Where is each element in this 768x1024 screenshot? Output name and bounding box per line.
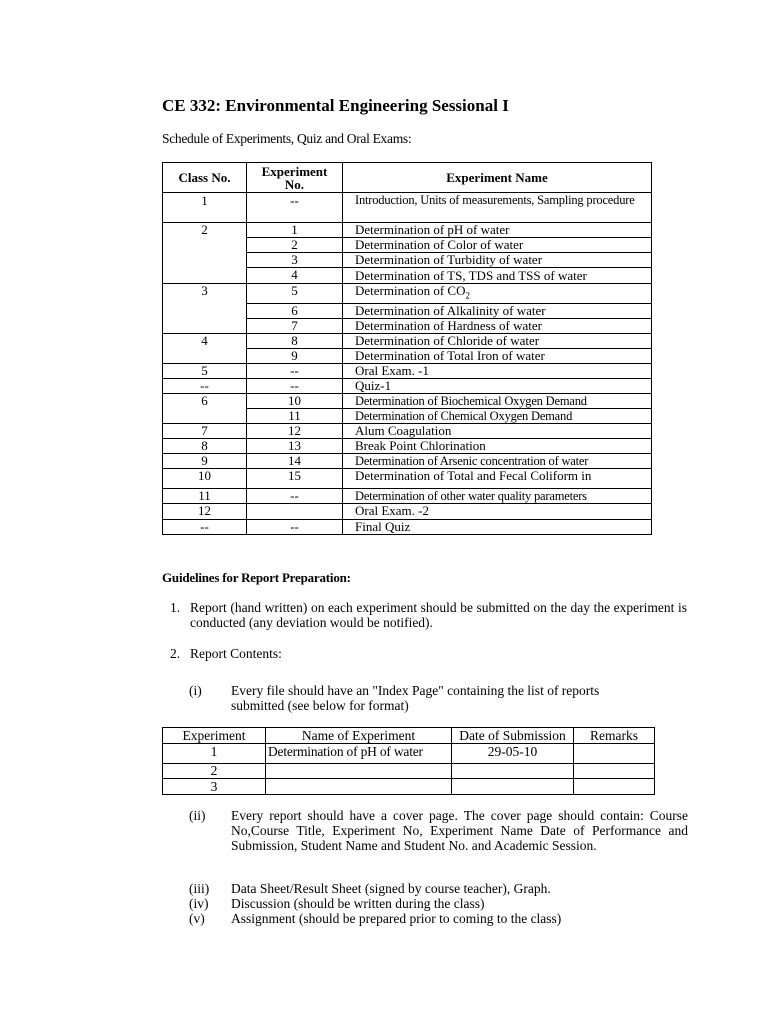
- experiment-name: Determination of Chloride of water: [343, 333, 652, 348]
- experiment-name: Determination of CO: [355, 283, 466, 298]
- experiment-no: 6: [247, 303, 343, 318]
- class-no: 7: [163, 423, 247, 438]
- sub-item-v: Assignment (should be prepared prior to coming to the class): [231, 911, 562, 926]
- experiment-no: --: [247, 488, 343, 503]
- index-experiment-no: 3: [163, 779, 266, 795]
- index-header-date: Date of Submission: [452, 728, 574, 744]
- guidelines-heading: Guidelines for Report Preparation:: [162, 570, 351, 585]
- experiment-no: --: [247, 519, 343, 534]
- schedule-table: [162, 162, 652, 535]
- index-date: [452, 764, 574, 779]
- class-no: 12: [163, 503, 247, 519]
- experiment-name: Determination of Turbidity of water: [343, 253, 652, 268]
- table-row: [163, 223, 652, 238]
- sub-item-ii: Every report should have a cover page. The cover page should contain: Course No,Course Title, Experiment No, Experiment Name Date of Performance and Submission, Student Name and Student No. and Academic Session.: [231, 808, 688, 853]
- experiment-no: --: [247, 378, 343, 393]
- experiment-name: Oral Exam. -1: [343, 363, 652, 378]
- experiment-no: 2: [247, 238, 343, 253]
- experiment-no: 4: [247, 268, 343, 284]
- table-row: [163, 378, 652, 393]
- guideline-item-1: Report (hand written) on each experiment should be submitted on the day the experiment is conducted (any deviation would be notified).: [190, 600, 687, 630]
- experiment-name: Determination of Color of water: [343, 238, 652, 253]
- table-row: [163, 453, 652, 468]
- table-row: [163, 764, 655, 779]
- experiment-no: [247, 503, 343, 519]
- class-no: 5: [163, 363, 247, 378]
- experiment-no: 1: [247, 223, 343, 238]
- sub-item-i: Every file should have an "Index Page" containing the list of reports submitted (see below for format): [231, 683, 600, 713]
- class-no: 6: [163, 393, 247, 423]
- experiment-no: 5: [247, 284, 343, 304]
- class-no: 11: [163, 488, 247, 503]
- experiment-no: 14: [247, 453, 343, 468]
- table-row: [163, 284, 652, 304]
- class-no: --: [163, 519, 247, 534]
- index-experiment-name: Determination of pH of water: [266, 744, 452, 764]
- experiment-no: 11: [247, 408, 343, 423]
- table-row: [163, 468, 652, 488]
- sub-item-number: (ii): [189, 808, 206, 823]
- experiment-no: 10: [247, 393, 343, 408]
- experiment-name: Determination of pH of water: [343, 223, 652, 238]
- list-number: 2.: [170, 646, 181, 661]
- table-row: [163, 488, 652, 503]
- header-experiment-name: Experiment Name: [343, 163, 652, 193]
- experiment-name: Introduction, Units of measurements, Sampling procedure: [343, 193, 652, 223]
- table-row: [163, 423, 652, 438]
- index-date: 29-05-10: [452, 744, 574, 764]
- table-row: [163, 193, 652, 223]
- table-row: [163, 519, 652, 534]
- index-experiment-no: 1: [163, 744, 266, 764]
- index-header-experiment: Experiment: [163, 728, 266, 744]
- index-header-name: Name of Experiment: [266, 728, 452, 744]
- experiment-name: Break Point Chlorination: [343, 438, 652, 453]
- experiment-no: --: [247, 193, 343, 223]
- index-header-remarks: Remarks: [574, 728, 655, 744]
- experiment-name: Determination of Total Iron of water: [343, 348, 652, 363]
- class-no: 3: [163, 284, 247, 334]
- guideline-item-2: Report Contents:: [190, 646, 282, 661]
- index-experiment-no: 2: [163, 764, 266, 779]
- index-remarks: [574, 744, 655, 764]
- sub-item-number: (iii): [189, 881, 210, 896]
- index-date: [452, 779, 574, 795]
- class-no: 4: [163, 333, 247, 363]
- index-remarks: [574, 779, 655, 795]
- experiment-no: 13: [247, 438, 343, 453]
- index-experiment-name: [266, 764, 452, 779]
- experiment-name: Determination of TS, TDS and TSS of water: [343, 268, 652, 284]
- class-no: --: [163, 378, 247, 393]
- experiment-no: 9: [247, 348, 343, 363]
- list-number: 1.: [170, 600, 181, 615]
- index-page-table: [162, 727, 655, 795]
- page-title: CE 332: Environmental Engineering Sessional I: [162, 96, 509, 115]
- table-row: [163, 363, 652, 378]
- experiment-name: Determination of Arsenic concentration of water: [343, 453, 652, 468]
- sub-item-number: (v): [189, 911, 205, 926]
- experiment-name-co2: [343, 284, 652, 304]
- experiment-no: 8: [247, 333, 343, 348]
- schedule-subtitle: Schedule of Experiments, Quiz and Oral Exams:: [162, 131, 412, 146]
- experiment-name: Alum Coagulation: [343, 423, 652, 438]
- experiment-name: Determination of Total and Fecal Coliform in: [343, 468, 652, 488]
- experiment-no: 7: [247, 318, 343, 333]
- table-row: [163, 438, 652, 453]
- experiment-name: Determination of Chemical Oxygen Demand: [343, 408, 652, 423]
- class-no: 10: [163, 468, 247, 488]
- header-class-no: Class No.: [163, 163, 247, 193]
- experiment-no: 12: [247, 423, 343, 438]
- class-no: 9: [163, 453, 247, 468]
- class-no: 1: [163, 193, 247, 223]
- class-no: 8: [163, 438, 247, 453]
- experiment-name: Quiz-1: [343, 378, 652, 393]
- experiment-name: Determination of other water quality parameters: [343, 488, 652, 503]
- table-row: [163, 333, 652, 348]
- header-experiment-no: Experiment No.: [247, 163, 343, 193]
- index-remarks: [574, 764, 655, 779]
- experiment-no: 3: [247, 253, 343, 268]
- experiment-name: Oral Exam. -2: [343, 503, 652, 519]
- experiment-name: Determination of Hardness of water: [343, 318, 652, 333]
- experiment-name: Determination of Alkalinity of water: [343, 303, 652, 318]
- experiment-no: --: [247, 363, 343, 378]
- experiment-name: Final Quiz: [343, 519, 652, 534]
- sub-item-iv: Discussion (should be written during the class): [231, 896, 485, 911]
- table-row: [163, 744, 655, 764]
- class-no: 2: [163, 223, 247, 284]
- table-row: [163, 393, 652, 408]
- sub-item-number: (i): [189, 683, 202, 698]
- experiment-name: Determination of Biochemical Oxygen Demand: [343, 393, 652, 408]
- subscript-2: 2: [465, 290, 470, 301]
- sub-item-number: (iv): [189, 896, 209, 911]
- table-row: [163, 779, 655, 795]
- sub-item-iii: Data Sheet/Result Sheet (signed by course teacher), Graph.: [231, 881, 551, 896]
- index-experiment-name: [266, 779, 452, 795]
- experiment-no: 15: [247, 468, 343, 488]
- table-row: [163, 503, 652, 519]
